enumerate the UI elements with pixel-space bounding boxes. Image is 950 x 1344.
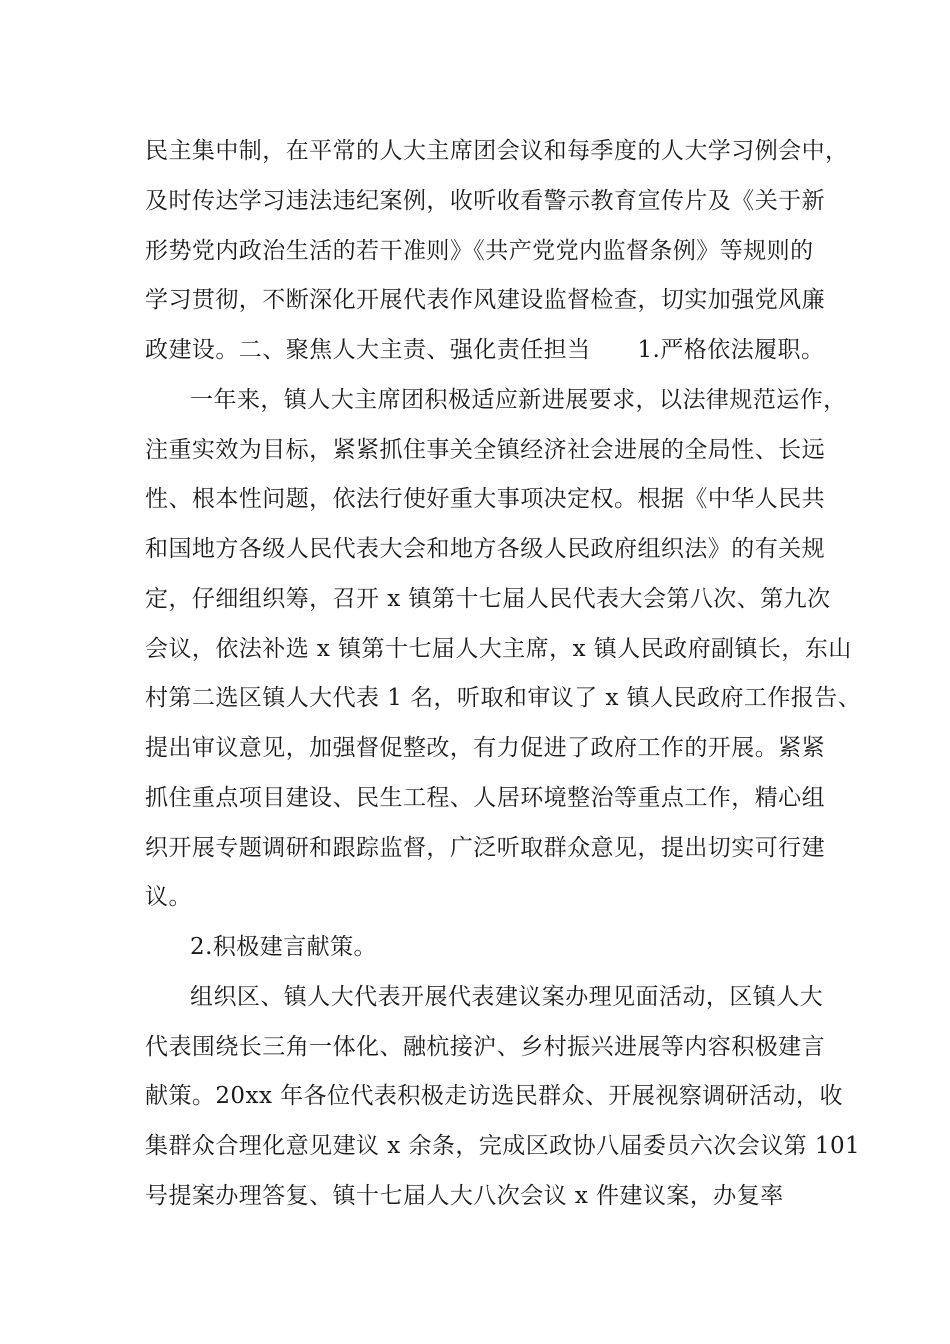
paragraph-first-line: 一年来，镇人大主席团积极适应新进展要求，以法律规范运作， xyxy=(190,386,847,413)
text-line: 议。 xyxy=(145,884,192,911)
text-line: 会议，依法补选 x 镇第十七届人大主席，x 镇人民政府副镇长，东山 xyxy=(145,635,852,662)
text-line: 献策。20xx 年各位代表积极走访选民群众、开展视察调研活动，收 xyxy=(145,1083,843,1110)
text-line: 集群众合理化意见建议 x 余条，完成区政协八届委员六次会议第 101 xyxy=(145,1133,861,1159)
text-line: 织开展专题调研和跟踪监督，广泛听取群众意见，提出切实可行建 xyxy=(145,834,826,861)
text-line: 政建设。二、聚焦人大主责、强化责任担当 1.严格依法履职。 xyxy=(145,337,825,363)
text-line: 形势党内政治生活的若干准则》《共产党党内监督条例》等规则的 xyxy=(145,237,814,264)
text-line: 及时传达学习违法违纪案例，收听收看警示教育宣传片及《关于新 xyxy=(145,187,826,214)
text-line: 注重实效为目标，紧紧抓住事关全镇经济社会进展的全局性、长远 xyxy=(145,436,826,463)
section-heading: 2.积极建言献策。 xyxy=(190,934,377,960)
text-line: 村第二选区镇人大代表 1 名，听取和审议了 x 镇人民政府工作报告、 xyxy=(145,685,862,712)
text-line: 定，仔细组织筹，召开 x 镇第十七届人民代表大会第八次、第九次 xyxy=(145,585,831,612)
text-line: 抓住重点项目建设、民生工程、人居环境整治等重点工作，精心组 xyxy=(145,784,826,811)
text-line: 代表围绕长三角一体化、融杭接沪、乡村振兴进展等内容积极建言 xyxy=(145,1033,826,1060)
text-line: 民主集中制，在平常的人大主席团会议和每季度的人大学习例会中， xyxy=(145,138,849,164)
text-line: 性、根本性问题，依法行使好重大事项决定权。根据《中华人民共 xyxy=(145,486,826,513)
text-line: 提出审议意见，加强督促整改，有力促进了政府工作的开展。紧紧 xyxy=(145,735,826,761)
text-line: 号提案办理答复、镇十七届人大八次会议 x 件建议案，办复率 xyxy=(145,1182,784,1209)
text-line: 和国地方各级人民代表大会和地方各级人民政府组织法》的有关规 xyxy=(145,536,826,562)
text-line: 学习贯彻，不断深化开展代表作风建设监督检查，切实加强党风廉 xyxy=(145,287,826,314)
paragraph-first-line: 组织区、镇人大代表开展代表建议案办理见面活动，区镇人大 xyxy=(190,983,824,1010)
document-body xyxy=(145,127,862,1222)
